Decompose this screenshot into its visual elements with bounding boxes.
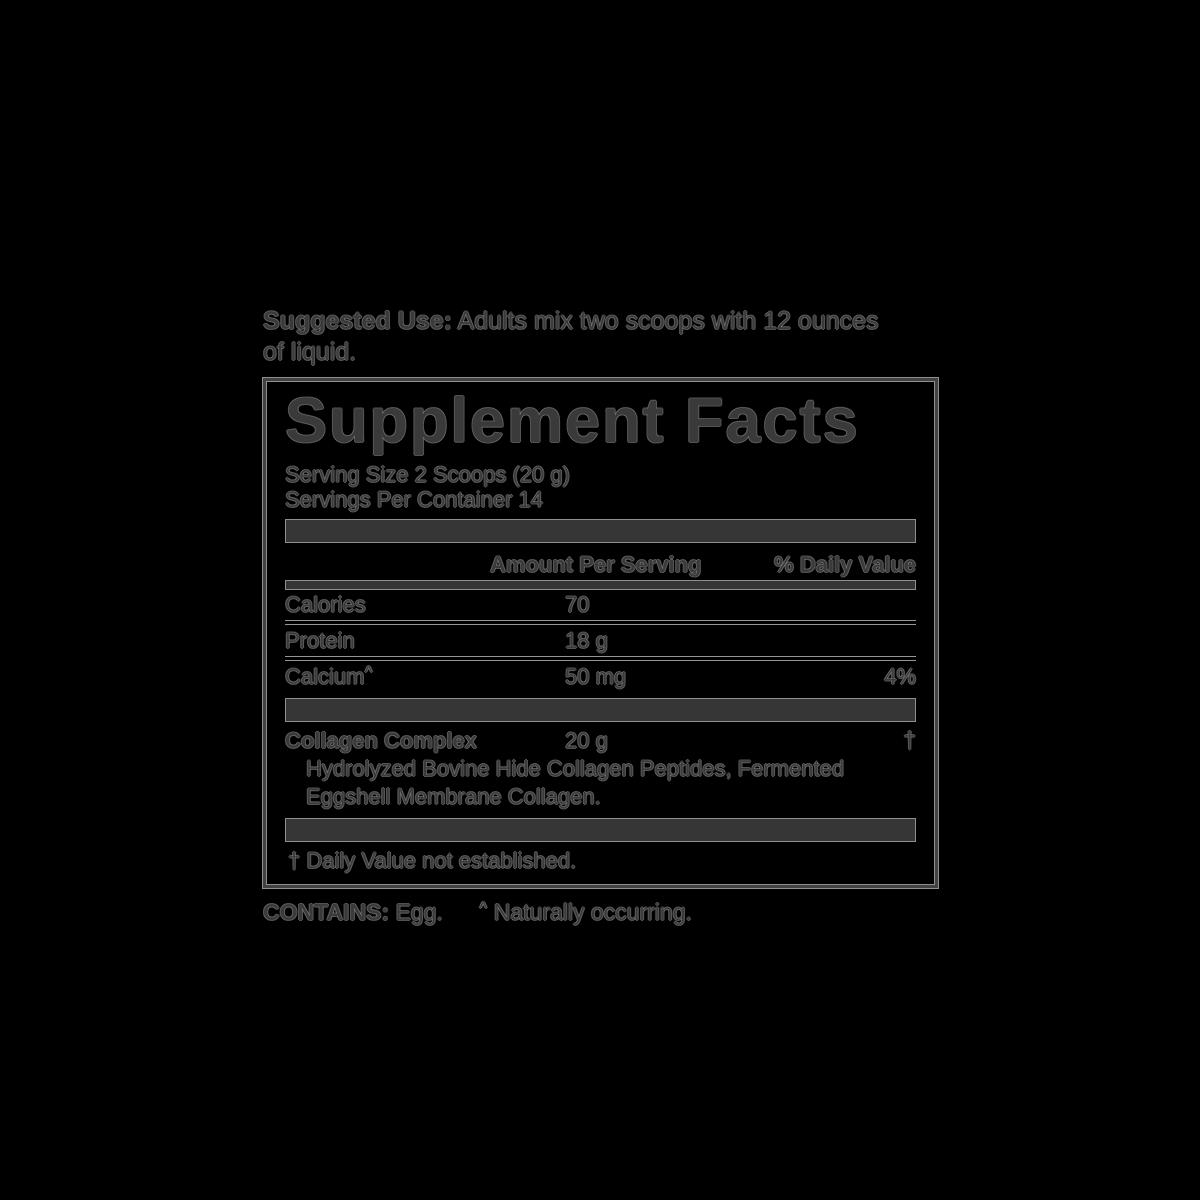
contains-statement	[263, 899, 938, 927]
daily-value-footnote: † Daily Value not established.	[288, 848, 577, 874]
naturally-occurring-superscript: ^	[479, 898, 488, 915]
nutrient-superscript: ^	[364, 662, 373, 679]
serving-size: Serving Size 2 Scoops (20 g)	[285, 462, 570, 488]
thick-divider-top	[285, 519, 916, 543]
suggested-use-label: Suggested Use:	[263, 307, 452, 335]
amount-per-serving-header: Amount Per Serving	[490, 552, 702, 578]
complex-name: Collagen Complex	[285, 727, 477, 753]
suggested-use	[263, 306, 903, 367]
table-row-protein	[285, 626, 916, 655]
nutrient-amount: 70	[565, 591, 590, 617]
daily-value-header: % Daily Value	[774, 552, 916, 578]
contains-label: CONTAINS:	[263, 899, 390, 926]
suggested-use-text: Adults mix two scoops with 12 ounces of liquid.	[263, 307, 879, 366]
supplement-facts-panel	[263, 378, 938, 888]
servings-per-container: Servings Per Container 14	[285, 487, 544, 513]
table-row-collagen-complex	[285, 726, 916, 755]
complex-ingredients: Hydrolyzed Bovine Hide Collagen Peptides, Fermented Eggshell Membrane Collagen.	[306, 756, 845, 810]
nutrient-amount: 50 mg	[565, 663, 627, 689]
thick-divider-middle	[285, 698, 916, 722]
complex-dv-dagger: †	[903, 727, 916, 754]
thick-divider-bottom	[285, 818, 916, 842]
row-separator	[285, 620, 916, 625]
nutrient-name: Protein	[285, 627, 355, 653]
naturally-occurring-note: Naturally occurring.	[493, 899, 692, 926]
contains-text: Egg.	[395, 899, 443, 926]
nutrient-amount: 18 g	[565, 627, 608, 653]
complex-amount: 20 g	[565, 727, 608, 753]
table-row-calories	[285, 590, 916, 619]
column-header-row	[285, 552, 916, 577]
medium-divider-header	[285, 580, 916, 590]
nutrient-name: Calcium	[285, 663, 365, 689]
row-separator	[285, 656, 916, 661]
nutrient-dv: 4%	[884, 663, 916, 689]
table-row-calcium	[285, 662, 916, 691]
panel-title: Supplement Facts	[285, 386, 860, 456]
nutrient-name: Calories	[285, 591, 366, 617]
supplement-label	[263, 306, 938, 927]
